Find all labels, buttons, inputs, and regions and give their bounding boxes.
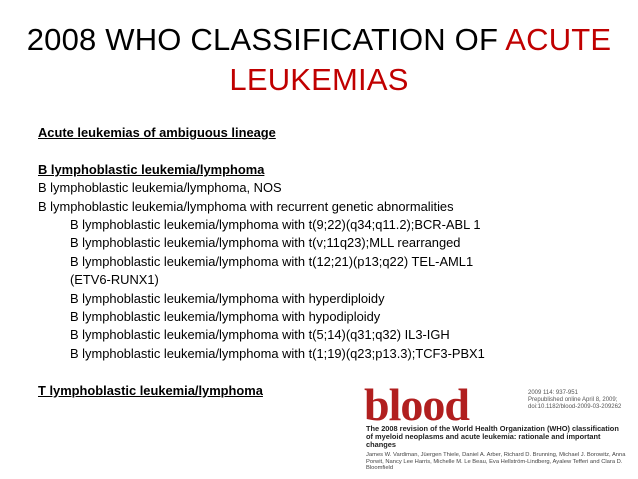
citation-doi: doi:10.1182/blood-2009-03-209262 bbox=[528, 403, 622, 410]
title-part-1: 2008 WHO CLASSIFICATION OF bbox=[26, 22, 506, 57]
classification-list bbox=[38, 124, 628, 400]
list-item: B lymphoblastic leukemia/lymphoma with recurrent genetic abnormalities bbox=[38, 198, 454, 214]
sub-list-item: B lymphoblastic leukemia/lymphoma with t(12;21)(p13;q22) TEL-AML1 bbox=[70, 253, 474, 269]
spacer bbox=[38, 363, 628, 381]
spacer bbox=[38, 142, 628, 160]
citation-prepublished: Prepublished online April 8, 2009; bbox=[528, 396, 618, 403]
heading-t-lymphoblastic: T lymphoblastic leukemia/lymphoma bbox=[38, 382, 263, 398]
article-authors: James W. Vardiman, Jüergen Thiele, Daniel A. Arber, Richard D. Brunning, Michael J. Borowitz, Anna Porwit, Nancy Lee Harris, Michelle M. Le Beau, Eva Hellström-Lindberg, Ayalew Tefferi and Clara D. Bloomfield bbox=[366, 452, 626, 472]
sub-list-item: B lymphoblastic leukemia/lymphoma with hyperdiploidy bbox=[70, 290, 385, 306]
citation-volume: 2009 114: 937-951 bbox=[528, 390, 578, 396]
journal-reference bbox=[364, 379, 626, 473]
sub-list-item: B lymphoblastic leukemia/lymphoma with t(1;19)(q23;p13.3);TCF3-PBX1 bbox=[70, 345, 485, 361]
heading-ambiguous-lineage: Acute leukemias of ambiguous lineage bbox=[38, 125, 276, 140]
slide-title bbox=[20, 20, 618, 100]
citation-meta bbox=[528, 390, 621, 410]
blood-journal-logo: blood bbox=[364, 379, 469, 430]
list-item: B lymphoblastic leukemia/lymphoma, NOS bbox=[38, 180, 282, 196]
sub-list-item-continuation: (ETV6-RUNX1) bbox=[70, 272, 159, 288]
article-title: The 2008 revision of the World Health Organization (WHO) classification of myeloid neoplasms and acute leukemia: rationale and important changes bbox=[366, 424, 619, 450]
heading-b-lymphoblastic: B lymphoblastic leukemia/lymphoma bbox=[38, 161, 265, 177]
title-accent-word: ACUTE bbox=[505, 22, 612, 57]
sub-list-item: B lymphoblastic leukemia/lymphoma with t(v;11q23);MLL rearranged bbox=[70, 235, 461, 251]
sub-list-item: B lymphoblastic leukemia/lymphoma with t(9;22)(q34;q11.2);BCR-ABL 1 bbox=[70, 217, 481, 233]
sub-list-item: B lymphoblastic leukemia/lymphoma with hypodiploidy bbox=[70, 309, 381, 325]
sub-list-item: B lymphoblastic leukemia/lymphoma with t(5;14)(q31;q32) IL3-IGH bbox=[70, 327, 450, 343]
title-accent-line-2: LEUKEMIAS bbox=[229, 62, 409, 97]
